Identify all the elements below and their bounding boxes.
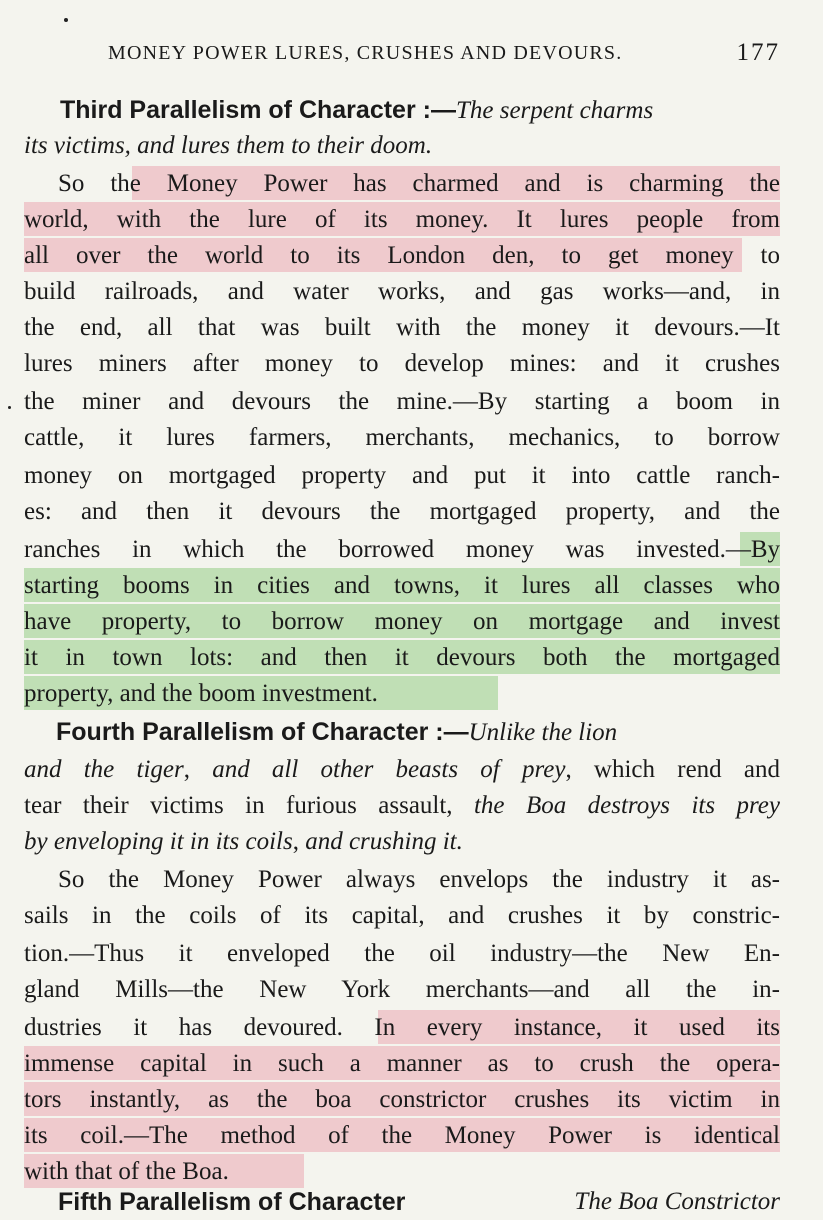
- text-line: it in town lots: and then it devours both the mortgaged: [24, 644, 780, 671]
- text-line: tion.—Thus it enveloped the oil industry—the New En-: [24, 940, 780, 967]
- ink-speck: [64, 18, 68, 22]
- heading-label: Third Parallelism of Character: [60, 96, 416, 124]
- text-line: money on mortgaged property and put it into cattle ranch-: [24, 462, 780, 489]
- section-heading-third: Third Parallelism of Character :—The serpent charms: [60, 96, 654, 124]
- text-line: and the tiger, and all other beasts of prey, which rend and: [24, 756, 780, 783]
- text-line: all over the world to its London den, to get money to: [24, 242, 780, 269]
- ink-speck: [8, 406, 11, 409]
- text-line: have property, to borrow money on mortgage and invest: [24, 608, 780, 635]
- heading-tagline: The serpent charms: [455, 97, 654, 124]
- text-line: tear their victims in furious assault, the Boa destroys its prey: [24, 792, 780, 819]
- text-line: by enveloping it in its coils, and crushing it.: [24, 828, 463, 855]
- text-line: cattle, it lures farmers, merchants, mechanics, to borrow: [24, 424, 780, 451]
- text-line: tors instantly, as the boa constrictor crushes its victim in: [24, 1086, 780, 1113]
- page-number: 177: [736, 39, 780, 66]
- text-line: es: and then it devours the mortgaged property, and the: [24, 498, 780, 525]
- text-line: starting booms in cities and towns, it lures all classes who: [24, 572, 780, 599]
- running-head: [108, 36, 780, 70]
- text-line: the end, all that was built with the money it devours.—It: [24, 314, 780, 341]
- text-line: gland Mills—the New York merchants—and all the in-: [24, 976, 780, 1003]
- text-line: So the Money Power always envelops the industry it as-: [58, 866, 780, 893]
- text-line: property, and the boom investment.: [24, 680, 378, 707]
- text-line: lures miners after money to develop mines: and it crushes: [24, 350, 780, 377]
- text-line: sails in the coils of its capital, and crushes it by constric-: [24, 902, 780, 929]
- text-line: its coil.—The method of the Money Power is identical: [24, 1122, 780, 1149]
- text-line: ranches in which the borrowed money was invested.—By: [24, 536, 780, 563]
- text-line: with that of the Boa.: [24, 1158, 229, 1185]
- heading-tagline: Unlike the lion: [468, 719, 618, 746]
- text-line: build railroads, and water works, and gas works—and, in: [24, 278, 780, 305]
- section-heading-fourth: Fourth Parallelism of Character :—Unlike the lion: [56, 718, 618, 746]
- heading-tagline: The Boa Constrictor: [574, 1188, 780, 1215]
- running-head-title: MONEY POWER LURES, CRUSHES AND DEVOURS.: [108, 41, 623, 64]
- text-line: the miner and devours the mine.—By starting a boom in: [24, 388, 780, 415]
- heading-label: Fifth Parallelism of Character: [58, 1188, 406, 1216]
- text-line: immense capital in such a manner as to crush the opera-: [24, 1050, 780, 1077]
- text-line: its victims, and lures them to their doom.: [24, 132, 433, 159]
- cut-off-heading: [24, 1184, 780, 1216]
- heading-label: Fourth Parallelism of Character: [56, 718, 429, 746]
- text-line: dustries it has devoured. In every instance, it used its: [24, 1014, 780, 1041]
- text-line: So the Money Power has charmed and is charming the: [58, 170, 780, 197]
- text-line: world, with the lure of its money. It lures people from: [24, 206, 780, 233]
